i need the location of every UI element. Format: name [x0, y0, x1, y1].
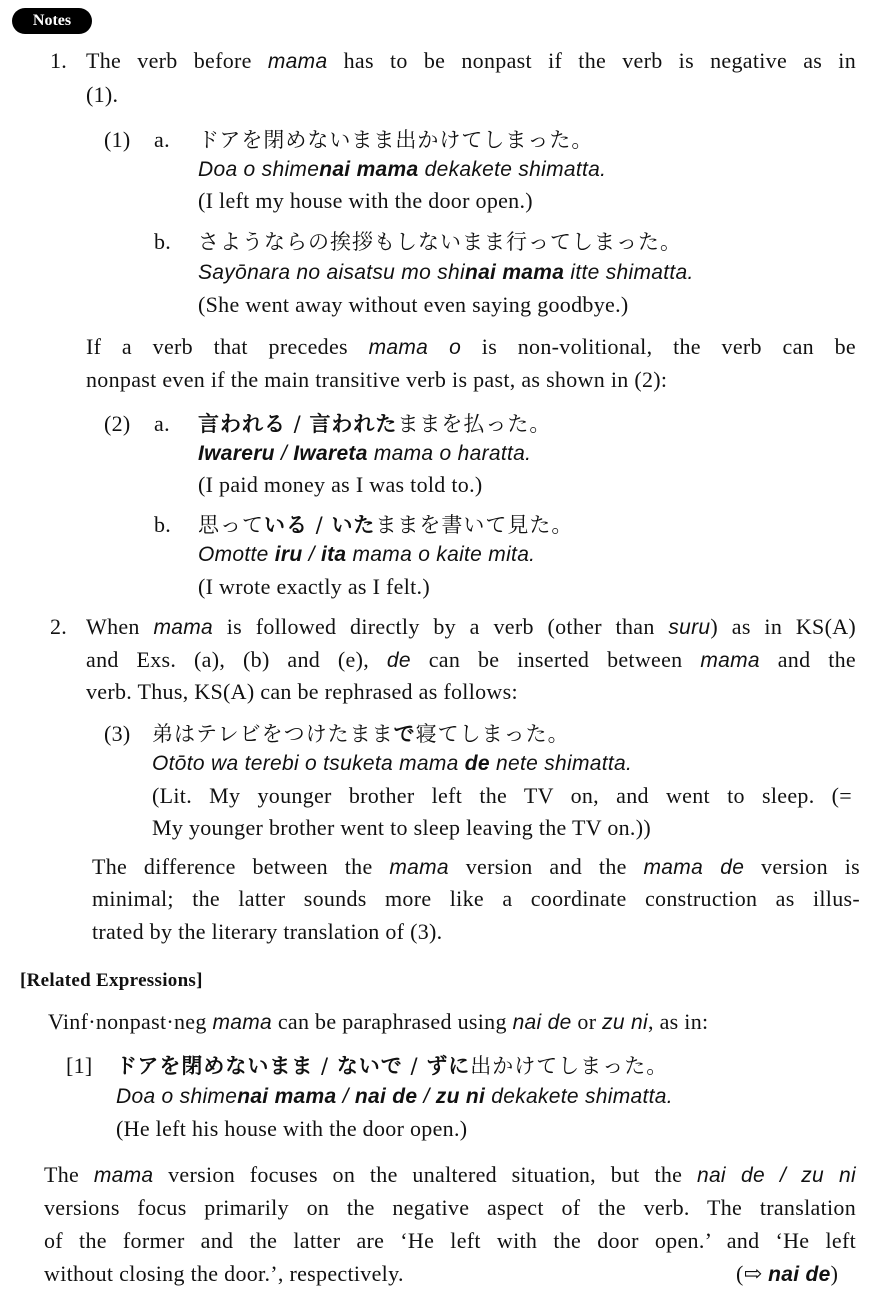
note-1-para-line-2: nonpast even if the main transitive verb is past, as shown in (2):: [86, 367, 668, 392]
example-2-number: (2): [104, 411, 131, 436]
example-2b-letter: b.: [154, 512, 172, 537]
example-2b-translation: (I wrote exactly as I felt.): [198, 574, 430, 599]
note-1-line-2: (1).: [86, 82, 119, 107]
cross-reference: (⇨ nai de): [736, 1261, 839, 1286]
example-3-translation-1: (Lit. My younger brother left the TV on, and went to sleep. (=: [152, 783, 852, 808]
note-1-para-line-1: If a verb that precedes mama o is non-volitional, the verb can be: [86, 334, 856, 359]
example-1b-letter: b.: [154, 229, 172, 254]
example-1a-letter: a.: [154, 127, 170, 152]
related-final-line-4: without closing the door.’, respectively.: [44, 1261, 404, 1286]
note-2-diff-line-3: trated by the literary translation of (3).: [92, 919, 443, 944]
example-1b-translation: (She went away without even saying goodbye.): [198, 292, 629, 317]
example-2a-translation: (I paid money as I was told to.): [198, 472, 483, 497]
related-final-line-3: of the former and the latter are ‘He left with the door open.’ and ‘He left: [44, 1228, 856, 1253]
example-3-japanese: 弟はテレビをつけたままで寝てしまった。: [152, 722, 570, 746]
example-2b-romaji: Omotte iru / ita mama o kaite mita.: [198, 543, 536, 566]
example-3-romaji: Otōto wa terebi o tsuketa mama de nete shimatta.: [152, 752, 633, 775]
note-2-line-1: When mama is followed directly by a verb (other than suru) as in KS(A): [86, 614, 857, 639]
example-1a-translation: (I left my house with the door open.): [198, 188, 533, 213]
related-example-number: [1]: [66, 1053, 93, 1078]
example-3-number: (3): [104, 721, 131, 746]
related-final-line-2: versions focus primarily on the negative aspect of the verb. The translation: [44, 1195, 856, 1220]
related-expressions-heading: [Related Expressions]: [20, 970, 203, 991]
note-2-diff-line-1: The difference between the mama version and the mama de version is: [92, 854, 860, 879]
note-2-diff-line-2: minimal; the latter sounds more like a coordinate construction as illus-: [92, 886, 860, 911]
note-2-line-3: verb. Thus, KS(A) can be rephrased as follows:: [86, 679, 518, 704]
example-1a-japanese: ドアを閉めないまま出かけてしまった。: [198, 128, 594, 152]
example-2a-romaji: Iwareru / Iwareta mama o haratta.: [198, 442, 532, 465]
related-example-japanese: ドアを閉めないまま / ないで / ずに出かけてしまった。: [116, 1054, 669, 1078]
example-1-number: (1): [104, 127, 131, 152]
note-2-number: 2.: [50, 614, 68, 639]
example-1b-romaji: Sayōnara no aisatsu mo shinai mama itte shimatta.: [198, 261, 694, 284]
related-final-line-1: The mama version focuses on the unaltered situation, but the nai de / zu ni: [44, 1162, 856, 1187]
notes-badge: Notes: [12, 8, 92, 34]
example-3-translation-2: My younger brother went to sleep leaving the TV on.)): [152, 815, 651, 840]
note-2-line-2: and Exs. (a), (b) and (e), de can be inserted between mama and the: [86, 647, 856, 672]
related-example-romaji: Doa o shimenai mama / nai de / zu ni dekakete shimatta.: [116, 1085, 673, 1108]
related-line-1: Vinf·nonpast·neg mama can be paraphrased using nai de or zu ni, as in:: [48, 1009, 709, 1034]
example-1b-japanese: さようならの挨拶もしないまま行ってしまった。: [198, 230, 682, 254]
related-example-translation: (He left his house with the door open.): [116, 1116, 468, 1141]
example-1a-romaji: Doa o shimenai mama dekakete shimatta.: [198, 158, 607, 181]
example-2b-japanese: 思っている / いたままを書いて見た。: [198, 513, 574, 537]
note-1-number: 1.: [50, 48, 68, 73]
example-2a-letter: a.: [154, 411, 170, 436]
note-1-line-1: The verb before mama has to be nonpast if the verb is negative as in: [86, 48, 857, 73]
example-2a-japanese: 言われる / 言われたままを払った。: [198, 412, 552, 436]
